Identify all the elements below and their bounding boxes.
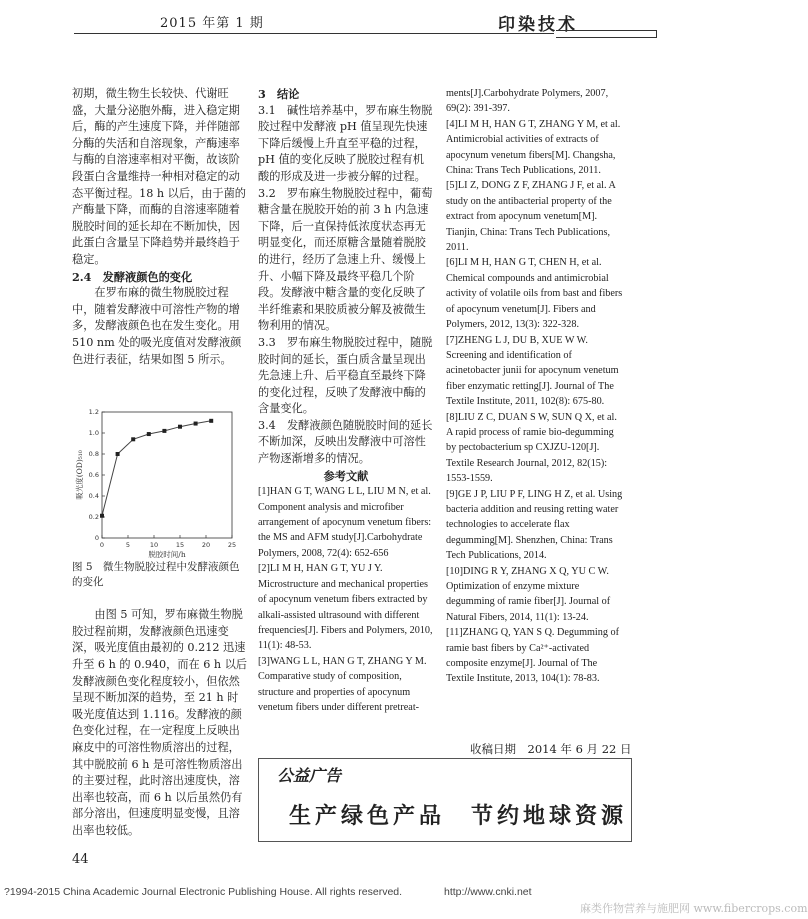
conclusion-3-2: 3.2 罗布麻生物脱胶过程中，葡萄糖含量在脱胶开始的前 3 h 内急速下降，后一直保持低浓度状态再无明显变化，而还原糖含量随着脱胶的进行，经历了急速上升、缓慢上升、小幅下降及最终平稳几个阶段。发酵液中糖含量的变化反映了半纤维素和果胶质被分解及被微生物利用的情况。 bbox=[258, 186, 433, 333]
y-tick-label: 0.2 bbox=[88, 513, 99, 521]
header-issue: 2015 年第 1 期 bbox=[160, 16, 264, 31]
y-tick-label: 0 bbox=[94, 534, 99, 542]
x-tick-label: 20 bbox=[201, 541, 211, 549]
y-axis-label: 吸光度(OD)₅₁₀ bbox=[75, 450, 84, 500]
data-point bbox=[209, 419, 213, 423]
reference-4: [4]LI M H, HAN G T, ZHANG Y M, et al. Antimicrobial activities of extracts of apocynum venetum fibers[M]. Changsha, China: Trans Tech Publications, 2011. bbox=[446, 118, 621, 177]
y-tick-label: 0.4 bbox=[88, 492, 99, 500]
series-line bbox=[102, 421, 211, 516]
data-point bbox=[147, 432, 151, 436]
column-middle bbox=[258, 86, 434, 715]
watermark: 麻类作物营养与施肥网 www.fibercrops.com bbox=[580, 902, 808, 915]
x-tick-label: 25 bbox=[227, 541, 237, 549]
conclusion-3-3: 3.3 罗布麻生物脱胶过程中，随脱胶时间的延长，蛋白质含量呈现出先急速上升、后平稳直至最终下降的变化过程，反映了发酵液中酶的含量变化。 bbox=[258, 335, 433, 416]
data-point bbox=[116, 452, 120, 456]
x-axis-label: 脱胶时间/h bbox=[148, 550, 186, 559]
page-number: 44 bbox=[72, 852, 89, 867]
references-title: 参考文献 bbox=[323, 468, 369, 483]
paragraph-figure-discussion: 由图 5 可知，罗布麻微生物脱胶过程前期，发酵液颜色迅速变深，吸光度值由最初的 0.212 迅速升至 6 h 的 0.940，而在 6 h 以后发酵液颜色变化程度较小，但依然呈现不断加深的趋势，至 21 h 时吸光度值达到 1.116。发酵液的颜色变化过程，在一定程度上反映出麻皮中的可溶性物质溶出的过程，其中脱胶前 6 h 是可溶性物质溶出的主要过程，此时溶出速度快，溶出率也较高，而 6 h 以后虽然仍有部分溶出，但速度明显变慢，且溶出率也较低。 bbox=[72, 608, 248, 837]
paragraph-protein: 初期，微生物生长较快、代谢旺盛，大量分泌胞外酶，进入稳定期后，酶的产生速度下降，并伴随部分酶的失活和自溶现象，产酶速率与酶的自溶速率相对平衡，故该阶段蛋白含量维持一种相对稳定的动态平衡过程。18 h 以后，由于菌的产酶量下降，而酶的自溶速率随着脱胶时间的延长却在不断加快，因此蛋白含量呈下降趋势并最终趋于稳定。 bbox=[72, 87, 246, 266]
section-heading-3: 3 结论 bbox=[258, 87, 300, 101]
conclusion-3-1: 3.1 碱性培养基中，罗布麻生物脱胶过程中发酵液 pH 值呈现先快速下降后缓慢上升直至平稳的过程，pH 值的变化反映了脱胶过程有机酸的形成及进一步被分解的过程。 bbox=[258, 103, 433, 183]
reference-6: [6]LI M H, HAN G T, CHEN H, et al. Chemical compounds and antimicrobial activity of volatile oils from bast and fibers of apocynum venetum[J]. Fibers and Polymers, 2012, 13(3): 322-328. bbox=[446, 257, 623, 331]
plot-frame bbox=[102, 412, 232, 538]
column-left bbox=[72, 86, 248, 368]
x-tick-label: 15 bbox=[175, 541, 185, 549]
data-point bbox=[100, 514, 104, 518]
reference-9: [9]GE J P, LIU P F, LING H Z, et al. Using bacteria addition and reusing retting water technologies to accelerate flax degumming[M]. Shenzhen, China: Trans Tech Publications, 2014. bbox=[446, 488, 623, 562]
public-service-ad bbox=[258, 758, 632, 842]
header-journal-title: 印染技术 bbox=[498, 15, 578, 35]
ad-tag: 公益广告 bbox=[277, 766, 342, 785]
figure-5-chart bbox=[72, 400, 248, 560]
y-tick-label: 0.6 bbox=[88, 471, 99, 479]
reference-2: [2]LI M H, HAN G T, YU J Y. Microstructure and mechanical properties of apocynum venetum fibers extracted by alkali-assisted ultrasound with different frequencies[J]. Fibers and Polymers, 2010, 11(1): 48-53. bbox=[258, 563, 433, 652]
header-box bbox=[556, 30, 657, 38]
section-heading-2-4: 2.4 发酵液颜色的变化 bbox=[72, 269, 193, 284]
footer-copyright: ?1994-2015 China Academic Journal Electronic Publishing House. All rights reserved. bbox=[4, 886, 403, 898]
reference-11: [11]ZHANG Q, YAN S Q. Degumming of ramie bast fibers by Ca²⁺-activated composite enzyme[J]. Journal of The Textile Institute, 2013, 104(1): 78-83. bbox=[446, 627, 619, 685]
data-point bbox=[178, 425, 182, 429]
data-point bbox=[194, 422, 198, 426]
data-point bbox=[131, 437, 135, 441]
column-right bbox=[446, 86, 624, 687]
footer-link[interactable]: http://www.cnki.net bbox=[444, 886, 532, 898]
paragraph-color: 在罗布麻的微生物脱胶过程中，随着发酵液中可溶性产物的增多，发酵液颜色也在发生变化。用 510 nm 处的吸光度值对发酵液颜色进行表征，结果如图 5 所示。 bbox=[72, 286, 242, 366]
column-left-continued bbox=[72, 596, 248, 851]
y-tick-label: 0.8 bbox=[88, 450, 99, 458]
reference-7: [7]ZHENG L J, DU B, XUE W W. Screening and identification of acinetobacter junii for apocynum venetum fiber enzymatic retting[J]. Journal of The Textile Institute, 2011, 102(8): 675-80. bbox=[446, 334, 619, 408]
reference-10: [10]DING R Y, ZHANG X Q, YU C W. Optimization of enzyme mixture degumming of ramie fiber[J]. Journal of Natural Fibers, 2014, 11(1): 13-24. bbox=[446, 565, 611, 623]
reference-5: [5]LI Z, DONG Z F, ZHANG J F, et al. A study on the antibacterial property of the extract from apocynum venetum[M]. Tianjin, China: Trans Tech Publications, 2011. bbox=[446, 180, 616, 254]
y-tick-label: 1.0 bbox=[88, 429, 99, 437]
figure-5-caption: 图 5 微生物脱胶过程中发酵液颜色的变化 bbox=[72, 561, 240, 588]
x-tick-label: 10 bbox=[149, 541, 159, 549]
reference-3-continued: ments[J].Carbohydrate Polymers, 2007, 69(2): 391-397. bbox=[446, 88, 609, 115]
y-tick-label: 1.2 bbox=[88, 408, 99, 416]
ad-slogan: 生产绿色产品 节约地球资源 bbox=[289, 803, 628, 829]
x-tick-label: 5 bbox=[125, 541, 131, 549]
data-point bbox=[162, 429, 166, 433]
received-date: 收稿日期 2014 年 6 月 22 日 bbox=[470, 742, 632, 756]
conclusion-3-4: 3.4 发酵液颜色随脱胶时间的延长不断加深，反映出发酵液中可溶性产物逐渐增多的情况。 bbox=[258, 418, 433, 466]
reference-1: [1]HAN G T, WANG L L, LIU M N, et al. Component analysis and microfiber arrangement of apocynum venetum fibers: the MS and AFM study[J].Carbohydrate Polymers, 2008, 72(4): 652-656 bbox=[258, 486, 432, 559]
x-tick-label: 0 bbox=[99, 541, 105, 549]
reference-8: [8]LIU Z C, DUAN S W, SUN Q X, et al. A rapid process of ramie bio-degumming by pectobacterium sp CXJZU-120[J]. Textile Research Journal, 2012, 82(15): 1553-1559. bbox=[446, 411, 617, 485]
reference-3: [3]WANG L L, HAN G T, ZHANG Y M. Comparative study of composition, structure and properties of apocynum venetum fibers under different pretreat- bbox=[258, 655, 427, 713]
header-rule bbox=[74, 33, 554, 34]
